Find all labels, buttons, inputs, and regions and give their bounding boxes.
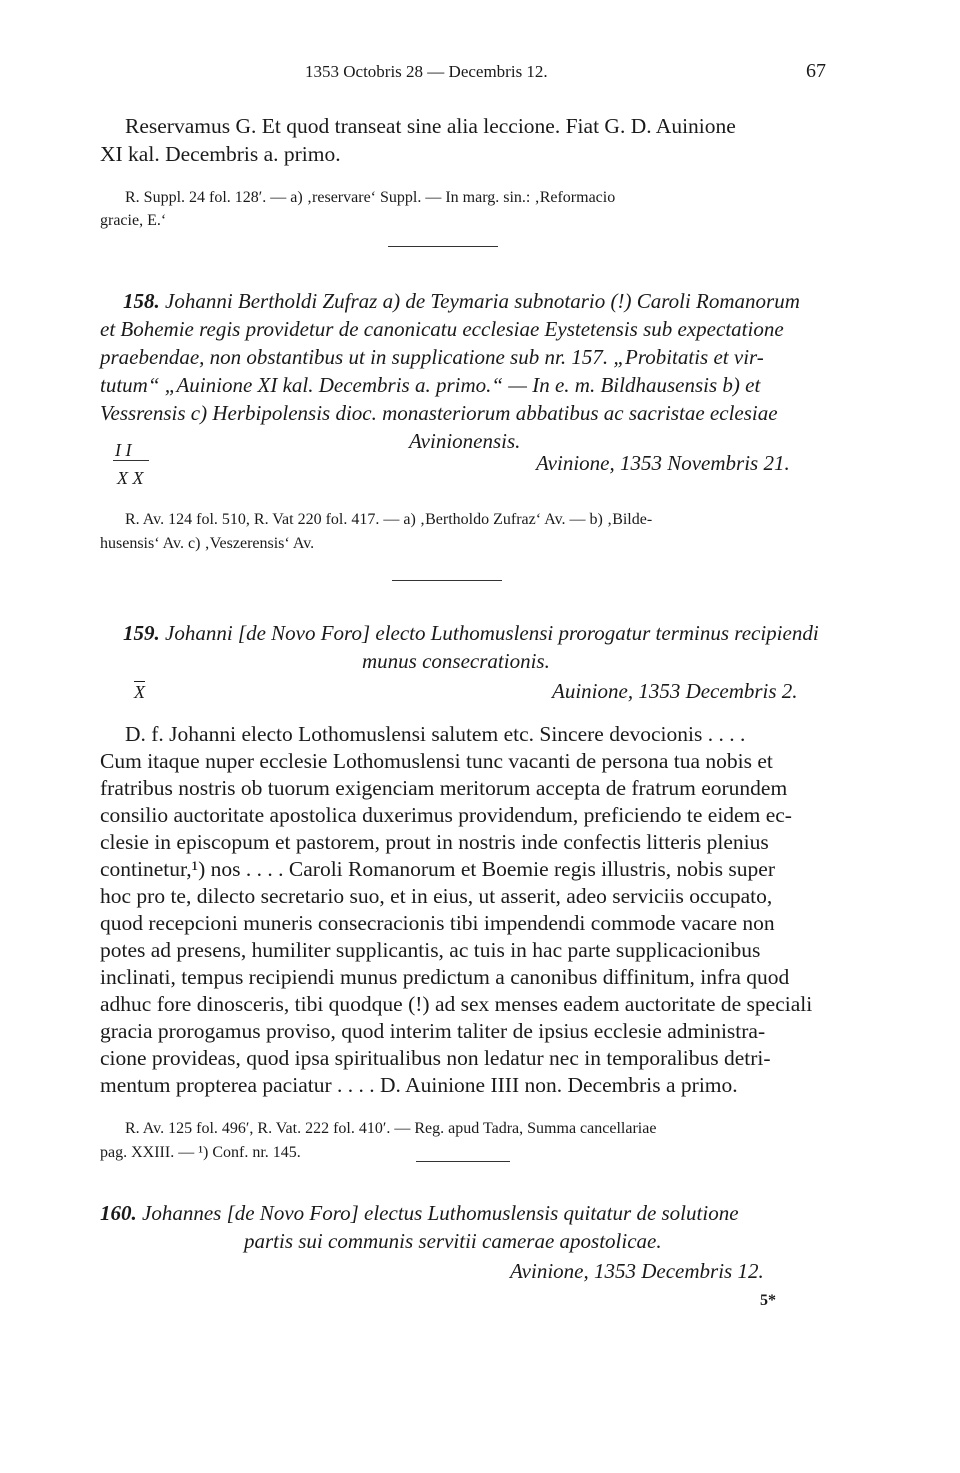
entry-159-body-line-6: continetur,¹) nos . . . . Caroli Romanorum et Boemie regis illustris, nobis super xyxy=(100,857,775,881)
separator-rule xyxy=(416,1161,510,1162)
entry-159-body-line-12: gracia prorogamus proviso, quod interim taliter de ipsius ecclesie administra- xyxy=(100,1019,766,1043)
entry-159-body-line-8: quod recepcioni muneris consecracionis tibi impendendi commode vacare non xyxy=(100,911,775,935)
entry-158-note-2: husensis‘ Av. c) ‚Veszerensis‘ Av. xyxy=(100,535,315,552)
entry-158-dateline: Avinione, 1353 Novembris 21. xyxy=(536,451,790,475)
entry-158-title-line-4: tutum“ „Auinione XI kal. Decembris a. primo.“ — In e. m. Bildhausensis b) et xyxy=(100,373,761,397)
entry-160-title-line-1 xyxy=(100,1200,739,1227)
entry-160-number: 160. xyxy=(100,1201,137,1225)
entry-157-line-2: XI kal. Decembris a. primo. xyxy=(100,142,341,166)
entry-157-note-2: gracie, E.‘ xyxy=(100,212,167,229)
entry-159-body-line-2: Cum itaque nuper ecclesie Lothomuslensi tunc vacanti de persona tua nobis et xyxy=(100,749,773,773)
entry-159-note-2: pag. XXIII. — ¹) Conf. nr. 145. xyxy=(100,1144,301,1161)
entry-158-title-text: Johanni Bertholdi Zufraz a) de Teymaria subnotario (!) Caroli Romanorum xyxy=(165,289,800,313)
entry-159-number: 159. xyxy=(123,621,160,645)
entry-158-title-line-3: praebendae, non obstantibus ut in supplicatione sub nr. 157. „Probitatis et vir- xyxy=(100,345,764,369)
entry-160-dateline: Avinione, 1353 Decembris 12. xyxy=(510,1259,764,1283)
entry-160-title-line-2: partis sui communis servitii camerae apostolicae. xyxy=(244,1229,662,1253)
entry-159-sigla: $\overline{X}$ xyxy=(134,682,145,702)
entry-159-body-line-10: inclinati, tempus recipiendi munus predictum a canonibus diffinitum, infra quod xyxy=(100,965,790,989)
entry-158-sigla-bottom: X X xyxy=(117,468,144,488)
entry-158-title-line-6: Avinionensis. xyxy=(409,429,521,453)
entry-159-title-text: Johanni [de Novo Foro] electo Luthomuslensi prorogatur terminus recipiendi xyxy=(165,621,819,645)
entry-157-note-1: R. Suppl. 24 fol. 128′. — a) ‚reservare‘ Suppl. — In marg. sin.: ‚Reformacio xyxy=(125,189,616,206)
entry-159-body-line-3: fratribus nostris ob tuorum exigenciam meritorum accepta de fratrum eorundem xyxy=(100,776,788,800)
entry-159-body-line-5: clesie in episcopum et pastorem, prout in nostris inde confectis litteris plenius xyxy=(100,830,769,854)
signature-mark: 5* xyxy=(760,1292,776,1309)
entry-158-number: 158. xyxy=(123,289,160,313)
entry-159-body-line-1: D. f. Johanni electo Lothomuslensi salutem etc. Sincere devocionis . . . . xyxy=(125,722,746,746)
entry-159-body-line-7: hoc pro te, dilecto secretario suo, et in eius, ut asserit, adeo serviciis occupato, xyxy=(100,884,773,908)
entry-160-title-text: Johannes [de Novo Foro] electus Luthomuslensis quitatur de solutione xyxy=(142,1201,739,1225)
entry-159-body-line-9: potes ad presens, humiliter supplicantis, ac tuis in hac parte supplicacionibus xyxy=(100,938,761,962)
entry-157-line-1: Reservamus G. Et quod transeat sine alia leccione. Fiat G. D. Auinione xyxy=(125,114,736,138)
entry-159-title-line-2: munus consecrationis. xyxy=(362,649,550,673)
entry-159-body-line-13: cione provideas, quod ipsa spiritualibus non ledatur nec in temporalibus detri- xyxy=(100,1046,771,1070)
entry-158-title-line-2: et Bohemie regis providetur de canonicatu ecclesiae Eystetensis sub expectatione xyxy=(100,317,784,341)
entry-159-note-1: R. Av. 125 fol. 496′, R. Vat. 222 fol. 410′. — Reg. apud Tadra, Summa cancellariae xyxy=(125,1120,657,1137)
entry-158-note-1: R. Av. 124 fol. 510, R. Vat 220 fol. 417. — a) ‚Bertholdo Zufraz‘ Av. — b) ‚Bilde- xyxy=(125,511,653,528)
entry-159-body-line-4: consilio auctoritate apostolica duxerimus providendum, preficiendo te eidem ec- xyxy=(100,803,792,827)
running-title: 1353 Octobris 28 — Decembris 12. xyxy=(305,62,548,81)
entry-159-body-line-14: mentum propterea paciatur . . . . D. Auinione IIII non. Decembris a primo. xyxy=(100,1073,738,1097)
entry-158-sigla-top: I I xyxy=(115,440,132,460)
entry-158-title-line-1 xyxy=(123,288,800,315)
entry-159-dateline: Auinione, 1353 Decembris 2. xyxy=(552,679,798,703)
separator-rule xyxy=(392,580,502,581)
entry-159-body-line-11: adhuc fore dinosceris, tibi quodque (!) ad sex menses eadem auctoritate de speciali xyxy=(100,992,813,1016)
entry-159-title-line-1 xyxy=(123,620,819,647)
separator-rule xyxy=(388,246,498,247)
page-number: 67 xyxy=(806,60,826,82)
entry-158-title-line-5: Vessrensis c) Herbipolensis dioc. monasteriorum abbatibus ac sacristae eclesiae xyxy=(100,401,778,425)
entry-158-sigla-rule xyxy=(113,460,149,461)
